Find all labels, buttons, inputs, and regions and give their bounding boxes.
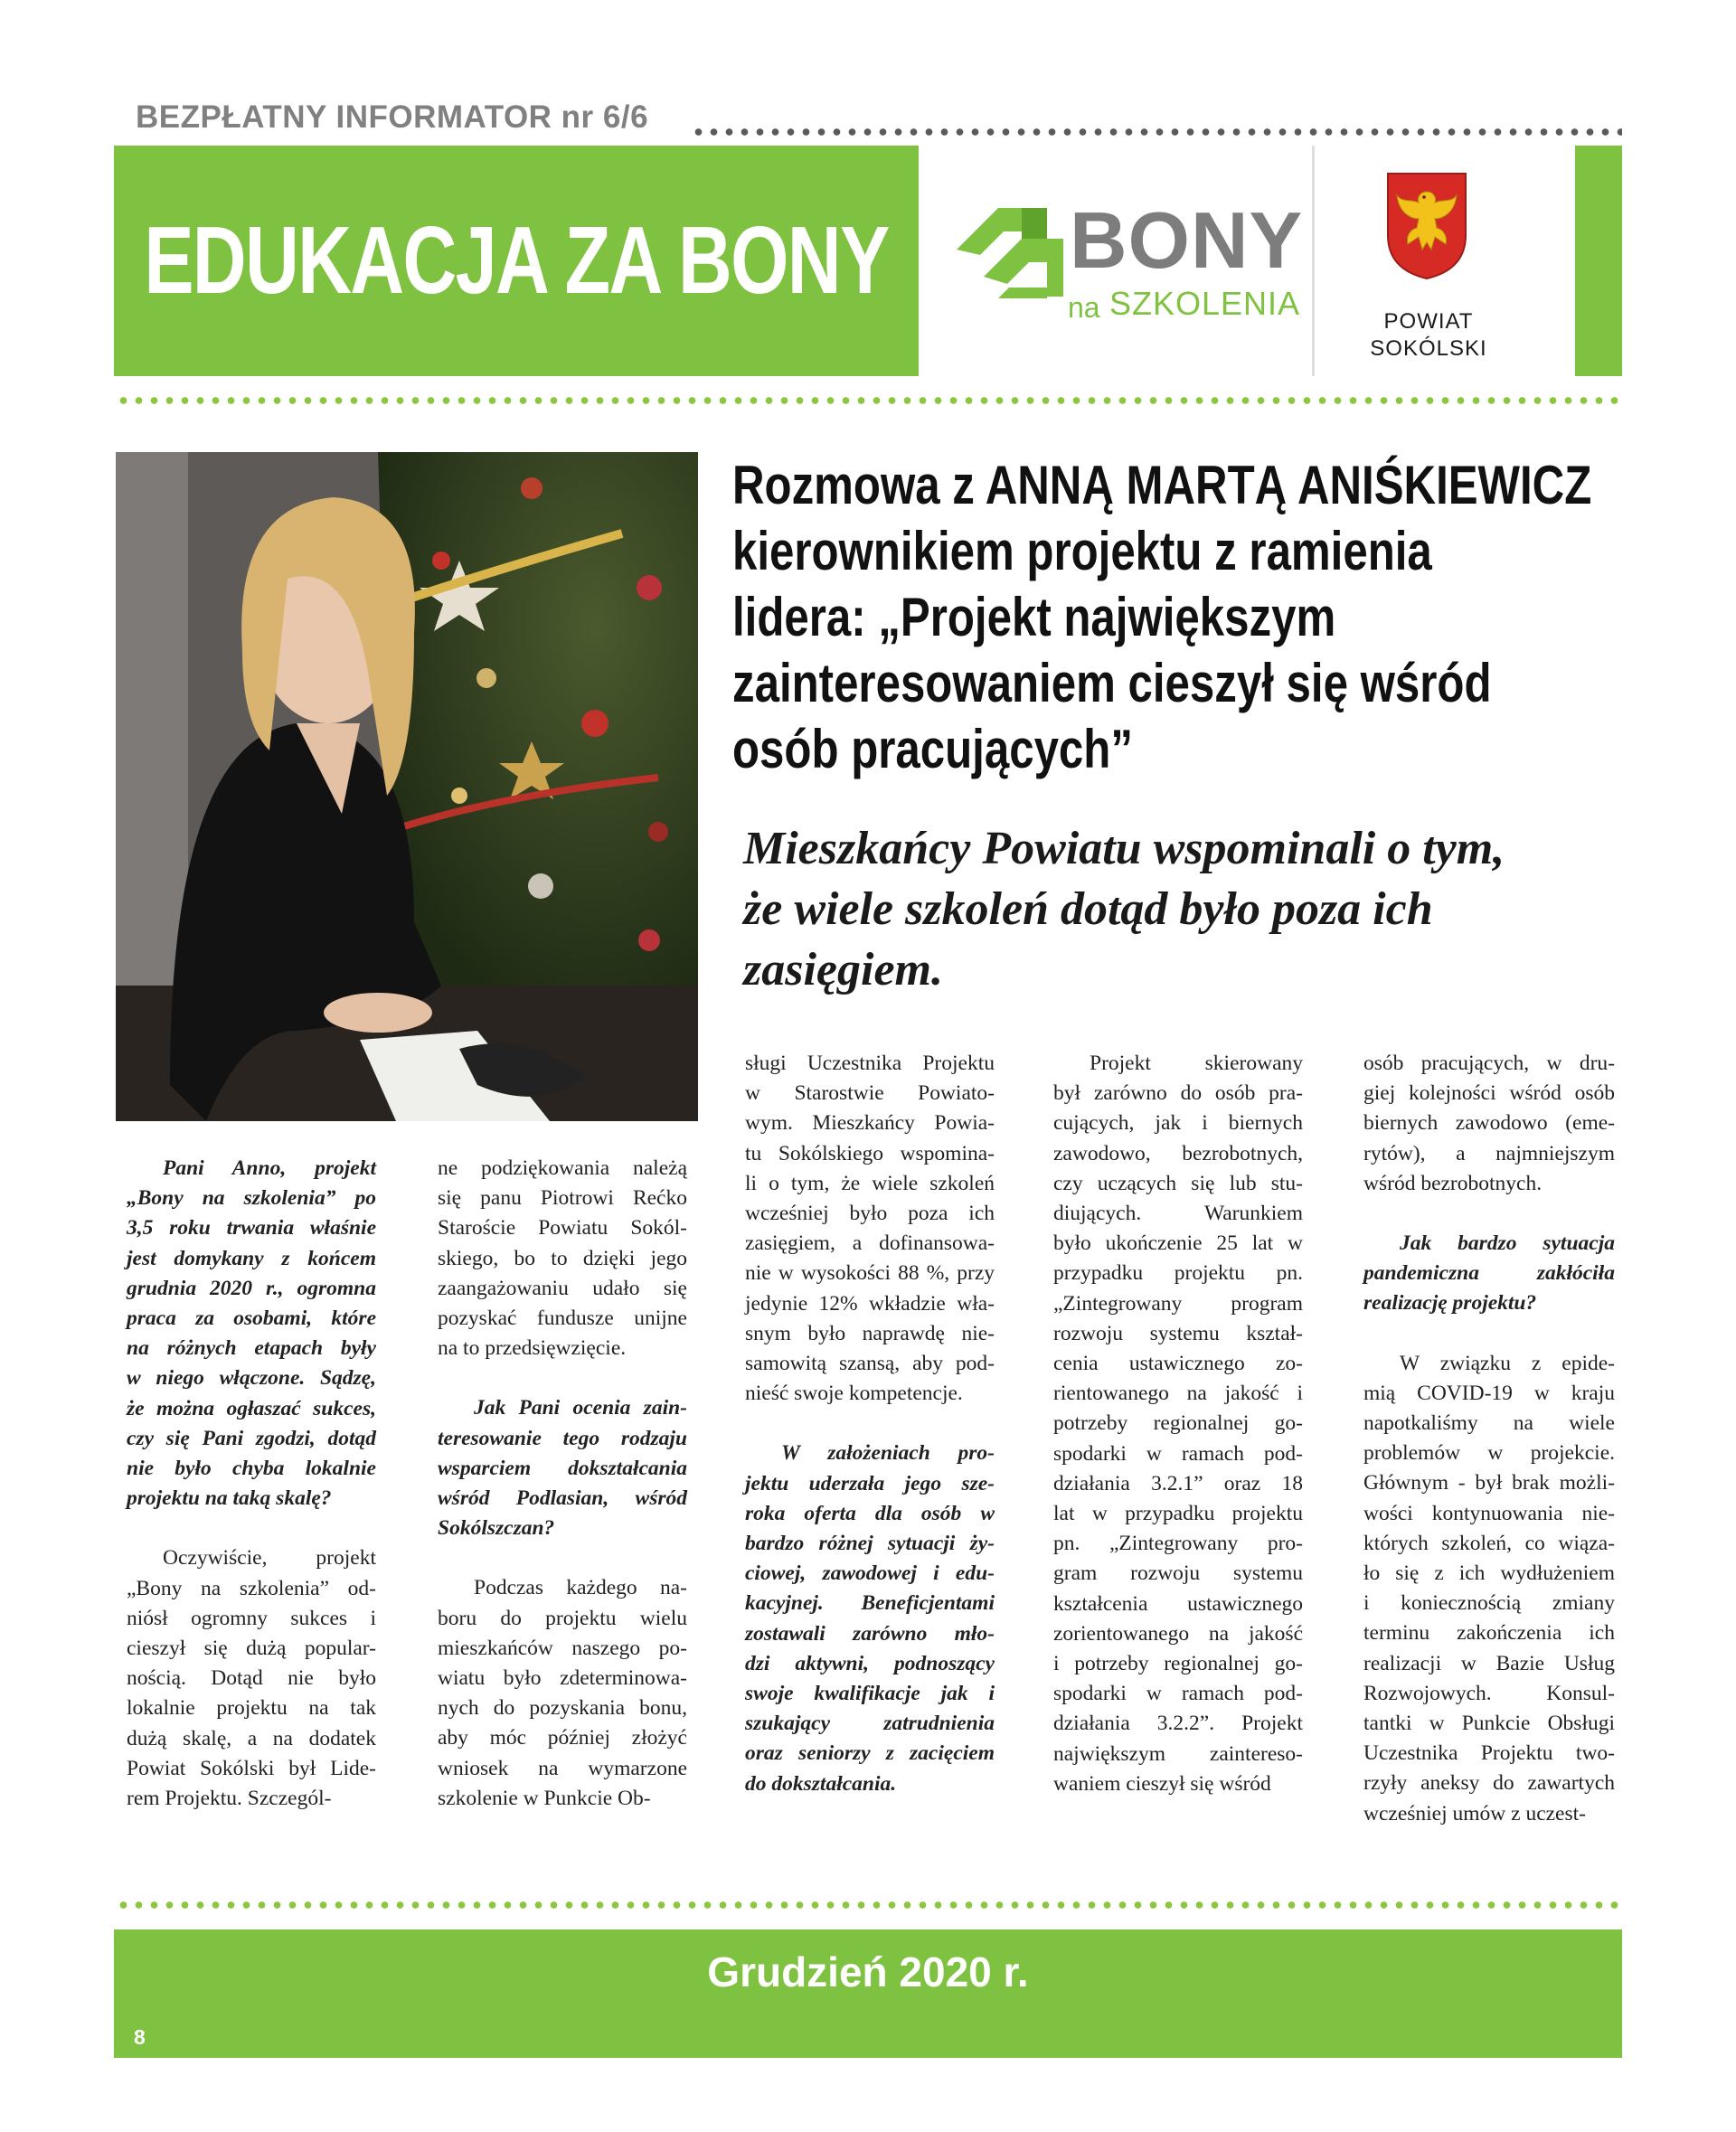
- text-line: grudnia 2020 r., ogromna: [127, 1276, 376, 1300]
- text-line: praca za osobami, które: [127, 1307, 376, 1331]
- text-line: kształcenia ustawicznego: [1053, 1591, 1303, 1616]
- county-line-2: SOKÓLSKI: [1370, 336, 1487, 361]
- text-line: Projekt skierowany: [1090, 1052, 1303, 1075]
- text-line: biernych zawodowo (eme-: [1363, 1111, 1615, 1136]
- text-line: oraz seniorzy z zacięciem: [745, 1741, 995, 1766]
- text-line: ciowej, zawodowej i edu-: [745, 1561, 995, 1586]
- header-divider: [1312, 146, 1315, 376]
- portrait-photo-icon: [116, 452, 698, 1121]
- text-line: rem Projektu. Szczegól-: [127, 1787, 332, 1811]
- text-line: terminu zakończenia ich: [1363, 1621, 1615, 1646]
- header-accent-bar: [1575, 146, 1622, 376]
- issue-label: BEZPŁATNY INFORMATOR nr 6/6: [136, 99, 649, 135]
- portrait-photo: [116, 452, 698, 1121]
- text-line: Rozwojowych. Konsul-: [1363, 1681, 1615, 1705]
- text-line: działania 3.2.1” oraz 18: [1053, 1471, 1303, 1495]
- text-line: Jak Pani ocenia zain-: [474, 1396, 687, 1420]
- headline-line: lidera: „Projekt największym: [732, 587, 1336, 647]
- text-line: teresowanie tego rodzaju: [438, 1426, 687, 1450]
- text-line: na to przedsięwzięcie.: [438, 1336, 627, 1361]
- text-line: osób pracujących, w dru-: [1363, 1052, 1615, 1075]
- text-line: ło się z ich wydłużeniem: [1363, 1561, 1615, 1586]
- text-line: i potrzeby regionalnej go-: [1053, 1652, 1303, 1676]
- text-line: potrzeby regionalnej go-: [1053, 1411, 1303, 1436]
- county-name: [1356, 308, 1501, 363]
- question-block: [745, 1439, 995, 1798]
- question-block: [1363, 1229, 1615, 1319]
- text-line: szukający zatrudnienia: [745, 1712, 995, 1736]
- green-dotted-divider: [116, 394, 1622, 407]
- text-line: lat w przypadku projektu: [1053, 1502, 1303, 1526]
- text-line: „Bony na szkolenia” od-: [127, 1576, 376, 1600]
- lead-line: Mieszkańcy Powiatu wspominali o tym,: [743, 823, 1505, 874]
- text-line: swoje kwalifikacje jak i: [745, 1682, 995, 1706]
- text-line: giej kolejności wśród osób: [1363, 1081, 1615, 1106]
- text-line: kacyjnej. Beneficjentami: [745, 1591, 995, 1616]
- answer-block: [1363, 1349, 1615, 1829]
- text-line: spodarki w ramach pod-: [1053, 1682, 1303, 1706]
- text-line: dużą skalę, a na dodatek: [127, 1726, 376, 1750]
- text-line: Podczas każdego na-: [474, 1576, 687, 1600]
- text-line: waniem cieszył się wśród: [1053, 1771, 1271, 1796]
- headline-line: kierownikiem projektu z ramienia: [732, 521, 1432, 581]
- text-line: Powiat Sokólski był Lide-: [127, 1756, 376, 1780]
- text-line: czy się Pani zgodzi, dotąd: [127, 1426, 376, 1450]
- text-line: W związku z epide-: [1400, 1351, 1615, 1375]
- answer-block: [438, 1154, 687, 1363]
- text-line: niósł ogromny sukces i: [127, 1606, 376, 1630]
- text-line: wiatu było zdeterminowa-: [438, 1666, 687, 1691]
- headline-line: osób pracujących”: [732, 719, 1133, 779]
- paragraph-gap: [1363, 1319, 1615, 1349]
- text-line: się panu Piotrowi Rećko: [438, 1186, 687, 1211]
- text-line: wym. Mieszkańcy Powia-: [745, 1111, 995, 1136]
- text-line: jest domykany z końcem: [127, 1246, 376, 1270]
- text-line: gram rozwoju systemu: [1053, 1561, 1303, 1586]
- text-line: zasięgiem, a dofinansowa-: [745, 1231, 995, 1256]
- text-column-1: [127, 1154, 376, 1814]
- bony-logo-icon: [957, 197, 1065, 304]
- article-lead: [743, 818, 1620, 1000]
- page-title: EDUKACJA ZA BONY: [144, 207, 889, 314]
- text-line: ne podziękowania należą: [438, 1156, 687, 1180]
- text-line: samowitą szansą, aby pod-: [745, 1352, 995, 1376]
- text-line: nych do pozyskania bonu,: [438, 1696, 687, 1721]
- text-line: nieść swoje kompetencje.: [745, 1382, 963, 1406]
- dotted-divider: [691, 126, 1622, 138]
- text-line: li o tym, że wiele szkoleń: [745, 1171, 995, 1195]
- text-line: boru do projektu wielu: [438, 1606, 687, 1630]
- paragraph-gap: [438, 1543, 687, 1573]
- headline-line: zainteresowaniem cieszył się wśród: [732, 653, 1492, 713]
- text-line: w niego włączone. Sądzę,: [127, 1366, 376, 1391]
- text-line: Jak bardzo sytuacja: [1400, 1231, 1615, 1256]
- text-line: było ukończenie 25 lat w: [1053, 1231, 1303, 1256]
- text-line: rientowanego na jakość i: [1053, 1382, 1303, 1406]
- text-line: cenia ustawicznego zo-: [1053, 1352, 1303, 1376]
- text-line: szkolenie w Punkcie Ob-: [438, 1786, 651, 1810]
- text-line: był zarówno do osób pra-: [1053, 1081, 1303, 1106]
- text-line: sługi Uczestnika Projektu: [745, 1052, 995, 1075]
- brand-word: BONY: [1070, 195, 1304, 285]
- text-line: realizację projektu?: [1363, 1291, 1537, 1316]
- text-line: dzi aktywni, podnoszący: [745, 1651, 995, 1675]
- county-crest-icon: [1386, 172, 1467, 280]
- text-line: działania 3.2.2”. Projekt: [1053, 1712, 1303, 1736]
- text-line: mieszkańców naszego po-: [438, 1636, 687, 1660]
- text-line: do dokształcania.: [745, 1771, 897, 1796]
- answer-block: [127, 1543, 376, 1814]
- text-line: Sokólszczan?: [438, 1516, 555, 1541]
- text-line: problemów w projekcie.: [1363, 1441, 1615, 1466]
- text-line: realizacji w Bazie Usług: [1363, 1651, 1615, 1675]
- paragraph-gap: [127, 1514, 376, 1543]
- text-column-5: [1363, 1049, 1615, 1829]
- paragraph-gap: [1363, 1199, 1615, 1229]
- text-column-4: [1053, 1049, 1303, 1799]
- text-line: zorientowanego na jakość: [1053, 1621, 1303, 1646]
- text-line: wości kontynuowania nie-: [1363, 1501, 1615, 1525]
- question-block: [438, 1393, 687, 1543]
- text-line: „Bony na szkolenia” po: [127, 1186, 376, 1211]
- text-line: diujących. Warunkiem: [1053, 1202, 1303, 1226]
- text-line: jedynie 12% wkładzie wła-: [745, 1291, 995, 1316]
- answer-block: [438, 1573, 687, 1814]
- brand-na: na: [1068, 291, 1100, 324]
- text-line: nością. Dotąd nie było: [127, 1666, 376, 1691]
- text-line: zawodowo, bezrobotnych,: [1053, 1141, 1303, 1165]
- text-line: rozwoju systemu kształ-: [1053, 1321, 1303, 1345]
- text-line: Oczywiście, projekt: [163, 1546, 376, 1571]
- text-line: i koniecznością zmiany: [1363, 1591, 1615, 1616]
- text-line: Uczestnika Projektu two-: [1363, 1741, 1615, 1766]
- text-line: nie było chyba lokalnie: [127, 1457, 376, 1481]
- text-line: projektu na taką skalę?: [127, 1486, 332, 1511]
- text-line: pn. „Zintegrowany pro-: [1053, 1532, 1303, 1556]
- answer-block: [745, 1049, 995, 1409]
- answer-block: [1053, 1049, 1303, 1799]
- text-line: „Zintegrowany program: [1053, 1291, 1303, 1316]
- lead-line: zasięgiem.: [743, 944, 943, 995]
- text-line: spodarki w ramach pod-: [1053, 1441, 1303, 1466]
- text-line: cieszył się dużą popular-: [127, 1637, 376, 1661]
- text-line: skiego, bo to dzięki jego: [438, 1246, 687, 1270]
- text-line: rzyły aneksy do zawartych: [1363, 1771, 1615, 1796]
- text-column-2: [438, 1154, 687, 1814]
- text-line: wśród Podlasian, wśród: [438, 1486, 687, 1511]
- headline-line: Rozmowa z ANNĄ MARTĄ ANIŚKIEWICZ: [732, 455, 1592, 515]
- text-line: bardzo różnej sytuacji ży-: [745, 1532, 995, 1556]
- text-line: w Starostwie Powiato-: [745, 1081, 995, 1106]
- text-line: lokalnie projektu na tak: [127, 1696, 376, 1721]
- text-line: snym było naprawdę nie-: [745, 1321, 995, 1345]
- text-line: wśród bezrobotnych.: [1363, 1171, 1543, 1195]
- text-line: wsparciem dokształcania: [438, 1456, 687, 1480]
- text-line: czy uczących się lub stu-: [1053, 1171, 1303, 1195]
- text-line: rytów), a najmniejszym: [1363, 1141, 1615, 1165]
- text-line: tantki w Punkcie Obsługi: [1363, 1712, 1615, 1736]
- text-line: wcześniej było poza ich: [745, 1202, 995, 1226]
- lead-line: że wiele szkoleń dotąd było poza ich: [743, 883, 1433, 935]
- text-line: W założeniach pro-: [781, 1441, 995, 1466]
- text-line: wcześniej umów z uczest-: [1363, 1801, 1586, 1825]
- article-headline: [732, 452, 1622, 782]
- page-number: 8: [134, 2025, 146, 2049]
- answer-block: [1363, 1049, 1615, 1199]
- text-line: 3,5 roku trwania właśnie: [127, 1216, 376, 1241]
- text-line: tu Sokólskiego wspomina-: [745, 1141, 995, 1165]
- text-line: napotkaliśmy na wiele: [1363, 1411, 1615, 1436]
- text-line: wniosek na wymarzone: [438, 1756, 687, 1780]
- text-line: pozyskać fundusze unijne: [438, 1307, 687, 1331]
- text-line: zostawali zarówno mło-: [745, 1621, 995, 1646]
- text-line: na różnych etapach były: [127, 1336, 376, 1361]
- text-line: mią COVID-19 w kraju: [1363, 1381, 1615, 1405]
- text-line: największym zaintereso-: [1053, 1741, 1303, 1766]
- paragraph-gap: [745, 1409, 995, 1439]
- text-line: zaangażowaniu udało się: [438, 1276, 687, 1300]
- county-line-1: POWIAT: [1383, 309, 1474, 334]
- text-line: przypadku projektu pn.: [1053, 1261, 1303, 1286]
- issue-date: Grudzień 2020 r.: [707, 1948, 1029, 1995]
- text-line: cujących, jak i biernych: [1053, 1111, 1303, 1136]
- text-line: których szkoleń, co wiąza-: [1363, 1531, 1615, 1555]
- text-line: pandemiczna zakłóciła: [1363, 1261, 1615, 1286]
- text-line: nie w wysokości 88 %, przy: [745, 1261, 995, 1286]
- text-line: roka oferta dla osób w: [745, 1501, 995, 1525]
- text-line: Głównym - był brak możli-: [1363, 1471, 1615, 1495]
- text-line: jektu uderzała jego sze-: [745, 1471, 995, 1495]
- paragraph-gap: [438, 1363, 687, 1393]
- brand-szkolenia: SZKOLENIA: [1109, 285, 1301, 322]
- green-dotted-divider: [116, 1899, 1622, 1911]
- question-block: [127, 1154, 376, 1514]
- text-column-3: [745, 1049, 995, 1799]
- text-line: aby móc później złożyć: [438, 1726, 687, 1750]
- text-line: Pani Anno, projekt: [163, 1156, 376, 1180]
- text-line: Staroście Powiatu Sokól-: [438, 1216, 687, 1241]
- text-line: że można ogłaszać sukces,: [127, 1396, 376, 1420]
